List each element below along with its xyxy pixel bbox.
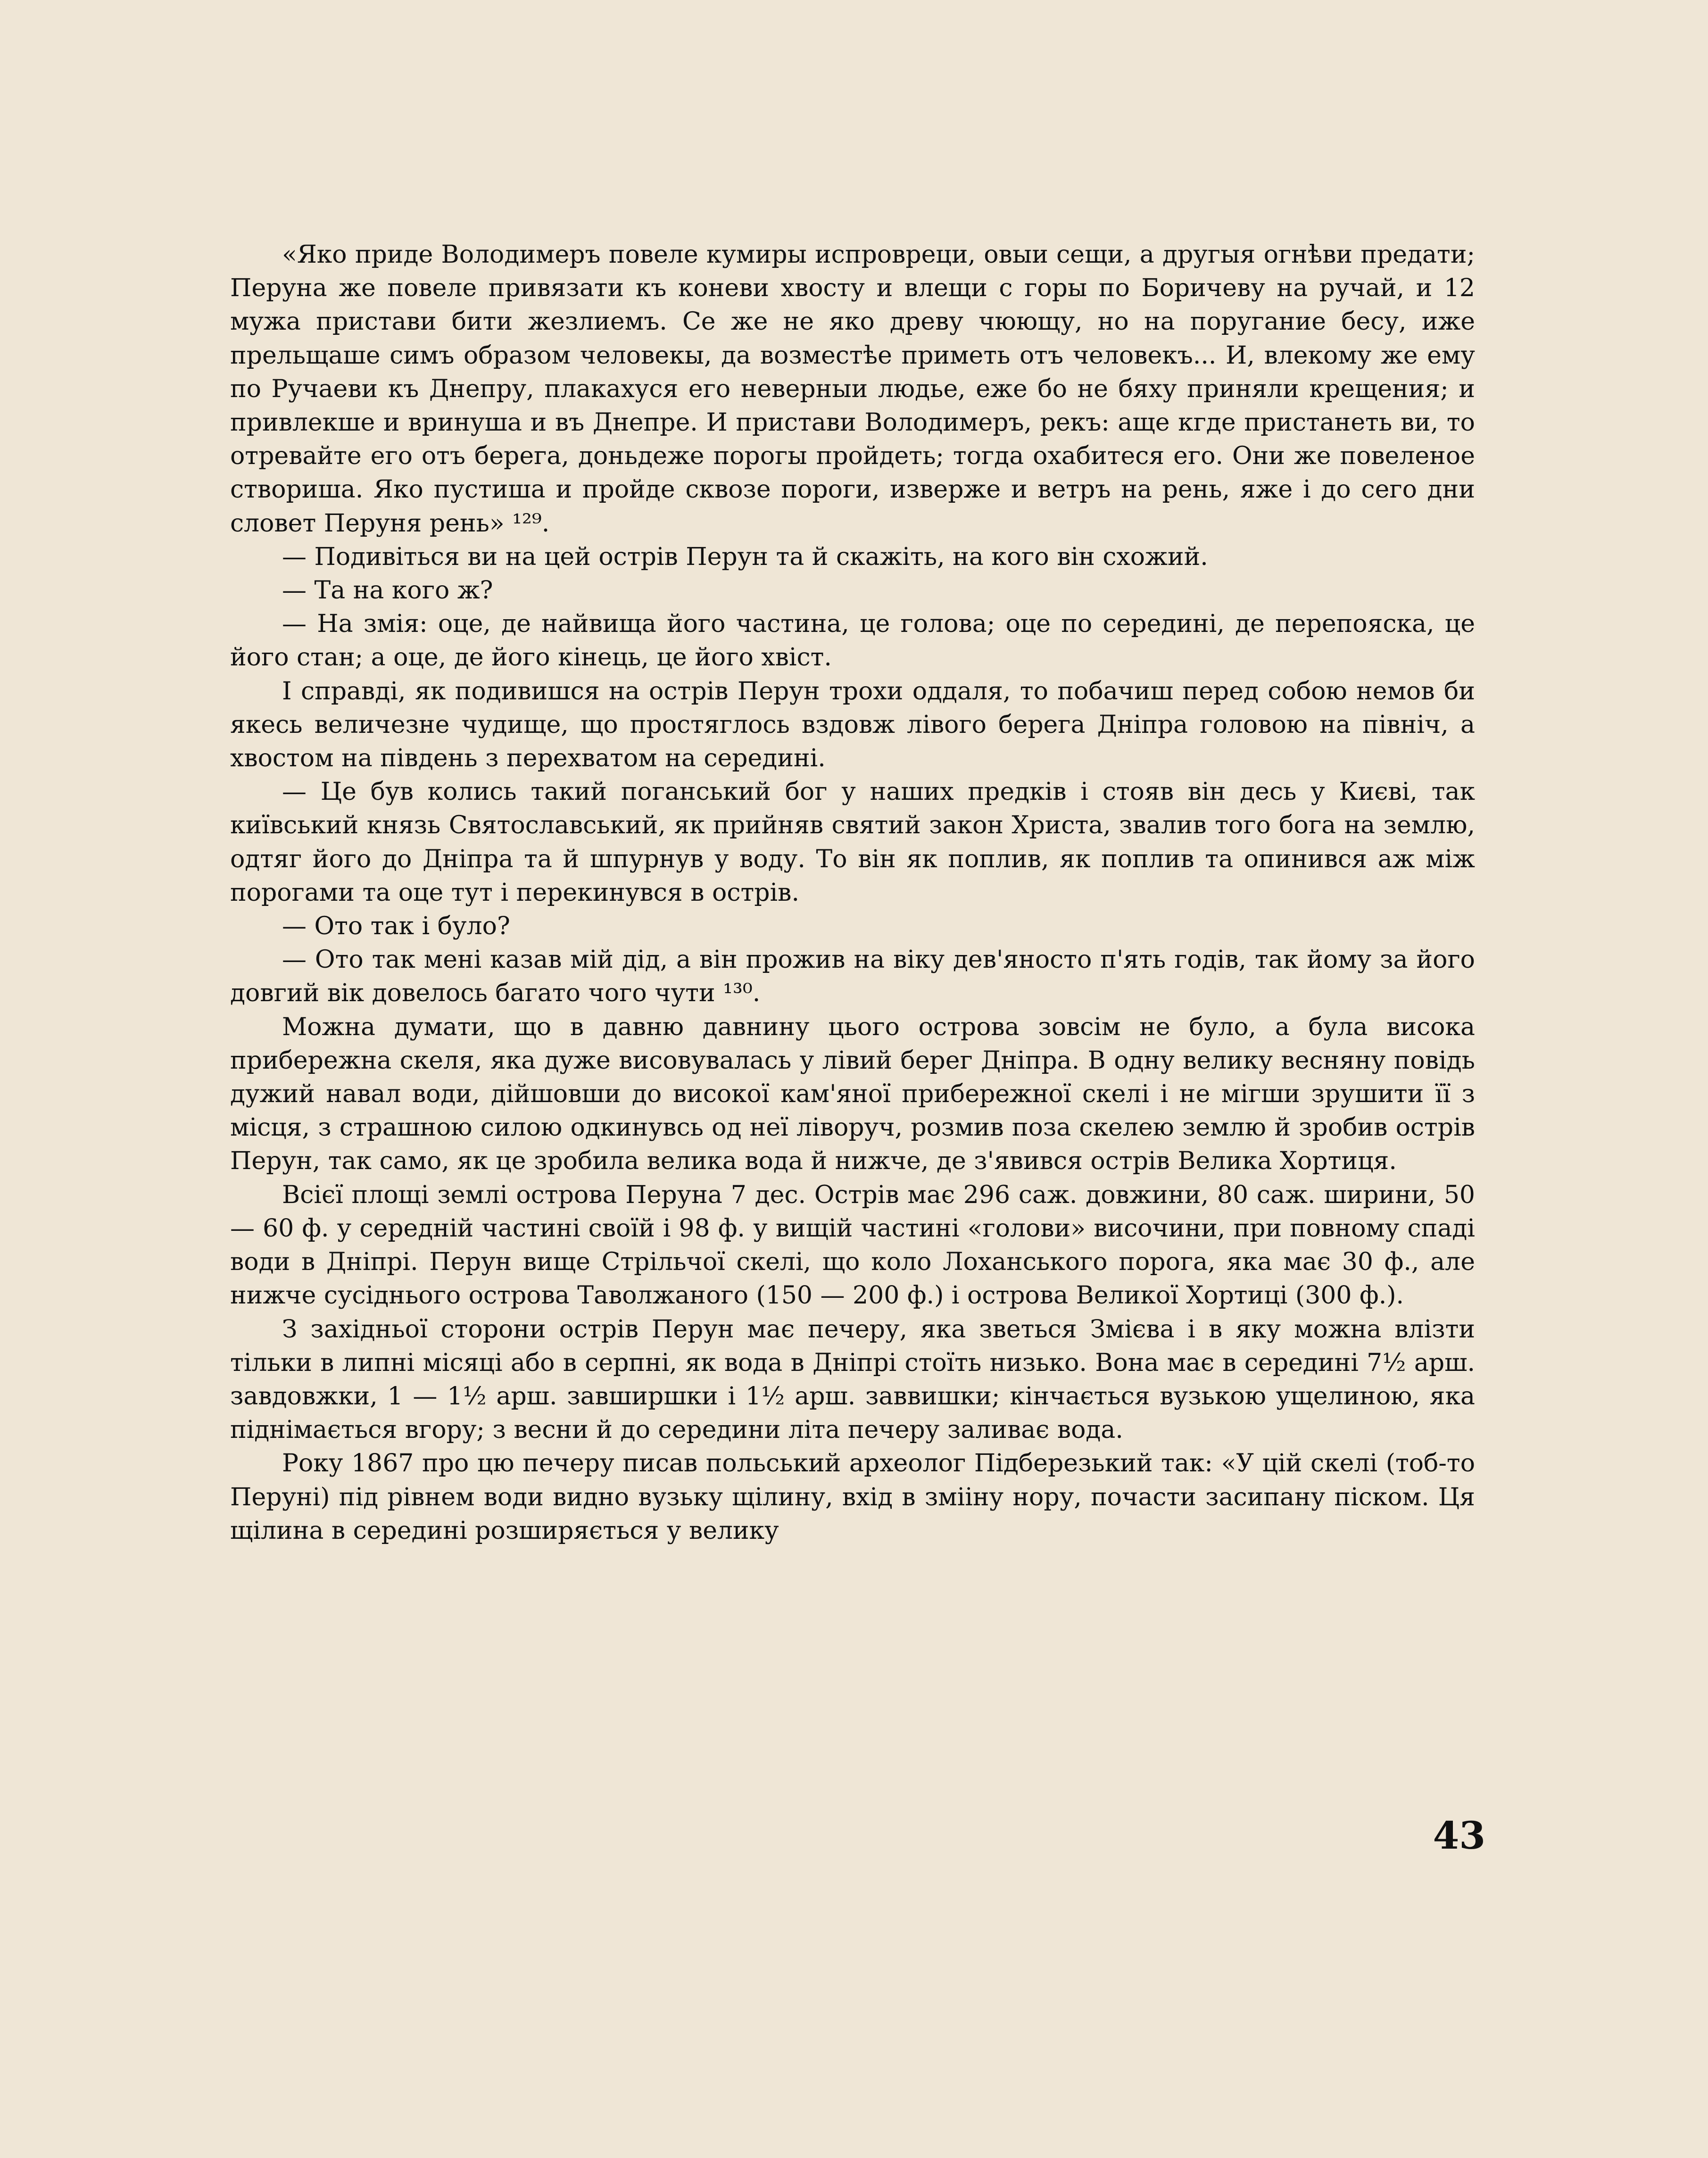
paragraph-description: І справді, як подивишся на острів Перун трохи оддаля, то побачиш перед собою немов би якесь величезне чудище, що простяглось вздовж лівого берега Дніпра головою на північ, а хвостом на південь з перехватом на середині.: [230, 677, 1475, 773]
paragraph-description: Можна думати, що в давню давнину цього острова зовсім не було, а була висока прибережна скеля, яка дуже висовувалась у лівий берег Дніпра. В одну велику весняну повідь дужий навал води, дійшовши до високої кам'яної прибережної скелі і не мігши зрушити її з місця, з страшною силою одкинувсь од неї ліворуч, розмив поза скелею землю й зробив острів Перун, так само, як це зробила велика вода й нижче, де з'явився острів Велика Хортиця.: [230, 1013, 1475, 1176]
paragraph-dialogue: — Ото так мені казав мій дід, а він прожив на віку дев'яносто п'ять годів, так йому за його довгий вік довелось багато чого чути ¹³⁰.: [230, 946, 1475, 1008]
paragraph-cave: З західньої сторони острів Перун має печеру, яка зветься Змієва і в яку можна влізти тільки в липні місяці або в серпні, як вода в Дніпрі стоїть низько. Вона має в середині 7½ арш. завдовжки, 1 — 1½ арш. завширшки і 1½ арш. заввишки; кінчається вузькою ущелиною, яка піднімається вгору; з весни й до середини літа печеру заливає вода.: [230, 1315, 1475, 1444]
paragraph-chronicle-quote: «Яко приде Володимеръ повеле кумиры испровреци, овыи сещи, а другыя огнѣви предати; Перуна же повеле привязати къ коневи хвосту и влещи с горы по Боричеву на ручай, и 12 мужа пристави бити жезлиемъ. Се же не яко древу чюющу, но на поругание бесу, иже прельщаше симъ образом человекы, да возместѣе приметь отъ человекъ... И, влекому же ему по Ручаеви къ Днепру, плакахуся его неверныи людье, еже бо не бяху приняли крещения; и привлекше и вринуша и въ Днепре. И пристави Володимеръ, рекъ: аще кгде пристанеть ви, то отревайте его отъ берега, доньдеже порогы пройдеть; тогда охабитеся его. Они же повеленое створиша. Яко пустиша и пройде сквозе пороги, изверже и ветръ на рень, яже і до сего дни словет Перуня рень» ¹²⁹.: [230, 241, 1475, 538]
body-text: [230, 238, 1475, 1548]
paragraph-dialogue: — На змія: оце, де найвища його частина, це голова; оце по середині, де перепояска, це його стан; а оце, де його кінець, це його хвіст.: [230, 610, 1475, 672]
page-number: 43: [1433, 1813, 1485, 1858]
paragraph-dialogue: — Це був колись такий поганський бог у наших предків і стояв він десь у Києві, так київський князь Святославський, як прийняв святий закон Христа, звалив того бога на землю, одтяг його до Дніпра та й шпурнув у воду. То він як поплив, як поплив та опинився аж між порогами та оце тут і перекинувся в острів.: [230, 778, 1475, 907]
paragraph-measurements: Всієї площі землі острова Перуна 7 дес. Острів має 296 саж. довжини, 80 саж. ширини, 50 — 60 ф. у середній частині своїй і 98 ф. у вищій частині «голови» височини, при повному спаді води в Дніпрі. Перун вище Стрільчої скелі, що коло Лоханського порога, яка має 30 ф., але нижче сусіднього острова Таволжаного (150 — 200 ф.) і острова Великої Хортиці (300 ф.).: [230, 1180, 1475, 1310]
paragraph-dialogue: — Ото так і було?: [282, 912, 510, 941]
paragraph-archaeologist: Року 1867 про цю печеру писав польський археолог Підберезький так: «У цій скелі (тоб-то Перуні) під рівнем води видно вузьку щілину, вхід в змііну нору, почасти засипану піском. Ця щілина в середині розширяється у велику: [230, 1449, 1475, 1545]
paragraph-dialogue: — Подивіться ви на цей острів Перун та й скажіть, на кого він схожий.: [282, 542, 1208, 571]
paragraph-dialogue: — Та на кого ж?: [282, 576, 493, 605]
